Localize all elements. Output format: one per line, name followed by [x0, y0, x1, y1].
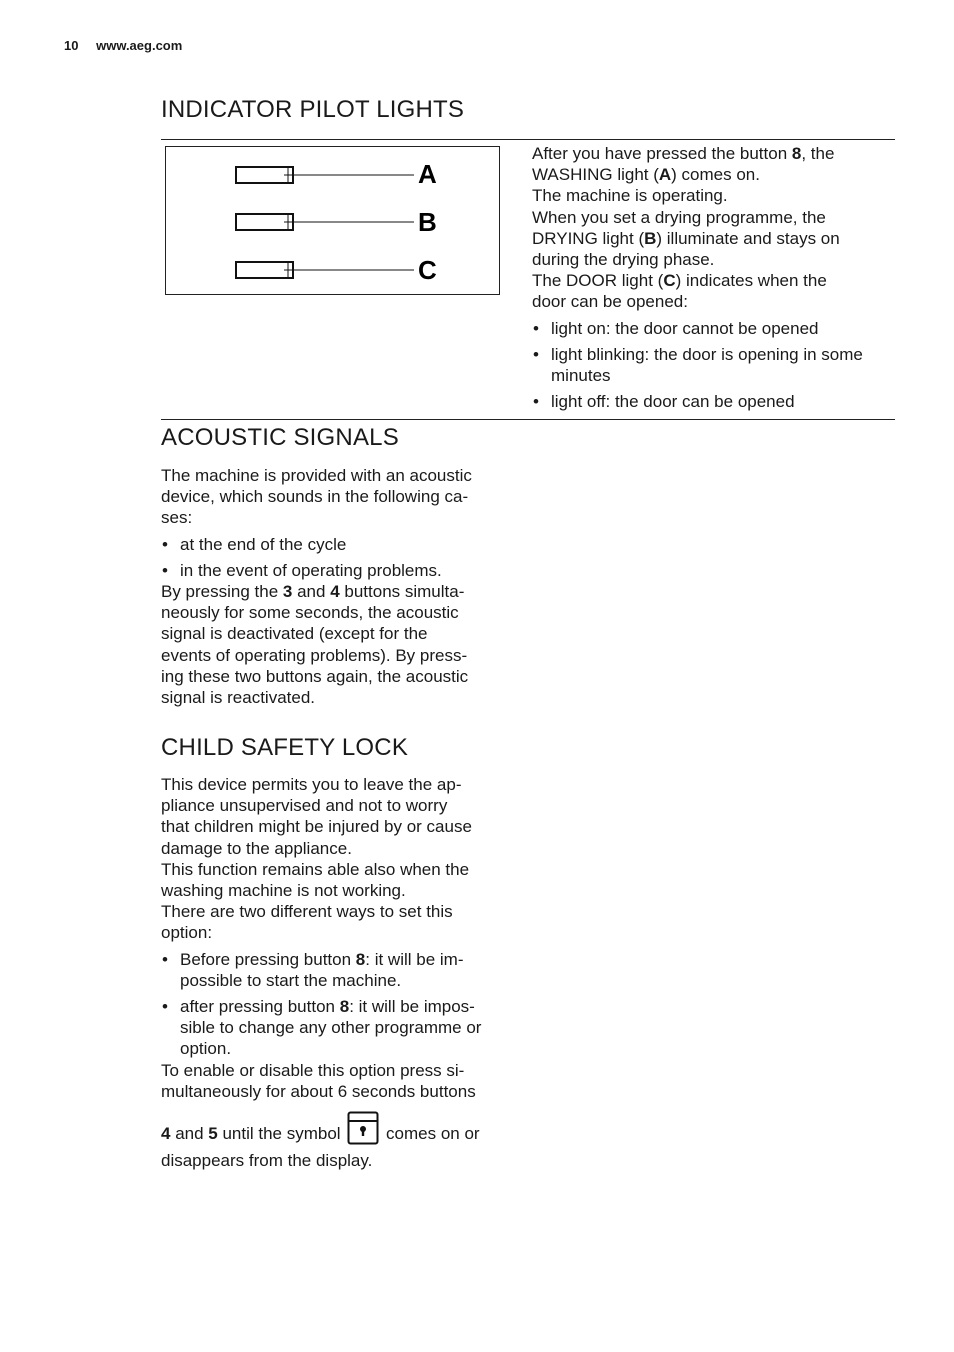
- indicator-line: during the drying phase.: [532, 250, 715, 270]
- door-light-list: [532, 318, 894, 413]
- website: www.aeg.com: [96, 38, 183, 53]
- indicator-line: The machine is operating.: [532, 186, 728, 206]
- child-lock-line: damage to the appliance.: [161, 838, 352, 858]
- child-lock-line: This device permits you to leave the ap-: [161, 775, 462, 794]
- child-lock-line: 4 and 5 until the symbol comes on or: [161, 1111, 521, 1150]
- list-item: • light blinking: the door is opening in some minutes: [532, 344, 881, 386]
- child-lock-icon: [347, 1111, 379, 1150]
- indicator-figure: [165, 146, 500, 295]
- section-title-acoustic: ACOUSTIC SIGNALS: [161, 424, 399, 451]
- indicator-line: WASHING light (A) comes on.: [532, 165, 760, 185]
- acoustic-line: ing these two buttons again, the acoustic: [161, 666, 469, 686]
- indicator-light-b: [236, 214, 414, 230]
- child-lock-line: This function remains able also when the: [161, 859, 470, 879]
- child-lock-list: [161, 949, 521, 1060]
- list-item: • light off: the door can be opened: [532, 391, 894, 412]
- acoustic-line: By pressing the 3 and 4 buttons simulta-: [161, 582, 465, 602]
- child-lock-line: disappears from the display.: [161, 1151, 373, 1171]
- section-title-child-lock: CHILD SAFETY LOCK: [161, 734, 409, 761]
- child-lock-line: that children might be injured by or cause: [161, 817, 472, 837]
- list-item: • light on: the door cannot be opened: [532, 318, 894, 339]
- divider-top: [161, 139, 895, 140]
- indicator-line: After you have pressed the button 8, the: [532, 144, 835, 163]
- page-number: 10: [64, 38, 79, 53]
- child-lock-line: pliance unsupervised and not to worry: [161, 796, 448, 816]
- child-lock-text: [161, 774, 521, 1171]
- acoustic-line: The machine is provided with an acoustic: [161, 466, 472, 485]
- acoustic-text: [161, 465, 521, 708]
- label-a: A: [418, 159, 437, 189]
- child-lock-line: option:: [161, 923, 213, 943]
- indicator-line: door can be opened:: [532, 292, 688, 312]
- divider-bottom: [161, 419, 895, 420]
- indicator-light-c: [236, 262, 414, 278]
- section-title-indicator: INDICATOR PILOT LIGHTS: [161, 96, 465, 123]
- indicator-text: [532, 143, 894, 417]
- list-item: • after pressing button 8: it will be impos-sible to change any other programme or option.: [161, 996, 500, 1060]
- indicator-line: When you set a drying programme, the: [532, 207, 826, 227]
- acoustic-list: [161, 534, 521, 581]
- child-lock-line: washing machine is not working.: [161, 881, 406, 901]
- child-lock-line: multaneously for about 6 seconds buttons: [161, 1081, 476, 1101]
- list-item: • at the end of the cycle: [161, 534, 521, 555]
- child-lock-line: There are two different ways to set this: [161, 902, 453, 922]
- indicator-line: The DOOR light (C) indicates when the: [532, 271, 827, 291]
- acoustic-line: signal is reactivated.: [161, 688, 316, 708]
- indicator-light-a: [236, 167, 414, 183]
- list-item: • in the event of operating problems.: [161, 560, 521, 581]
- acoustic-line: signal is deactivated (except for the: [161, 624, 428, 644]
- acoustic-line: device, which sounds in the following ca-: [161, 487, 469, 507]
- label-c: C: [418, 255, 437, 285]
- child-lock-line: To enable or disable this option press si-: [161, 1060, 465, 1080]
- indicator-diagram: [166, 147, 501, 296]
- label-b: B: [418, 207, 437, 237]
- acoustic-line: events of operating problems). By press-: [161, 645, 468, 665]
- acoustic-line: neously for some seconds, the acoustic: [161, 603, 459, 623]
- indicator-line: DRYING light (B) illuminate and stays on: [532, 228, 840, 248]
- list-item: • Before pressing button 8: it will be im-possible to start the machine.: [161, 949, 500, 991]
- acoustic-line: ses:: [161, 508, 193, 528]
- page-header: [64, 38, 182, 53]
